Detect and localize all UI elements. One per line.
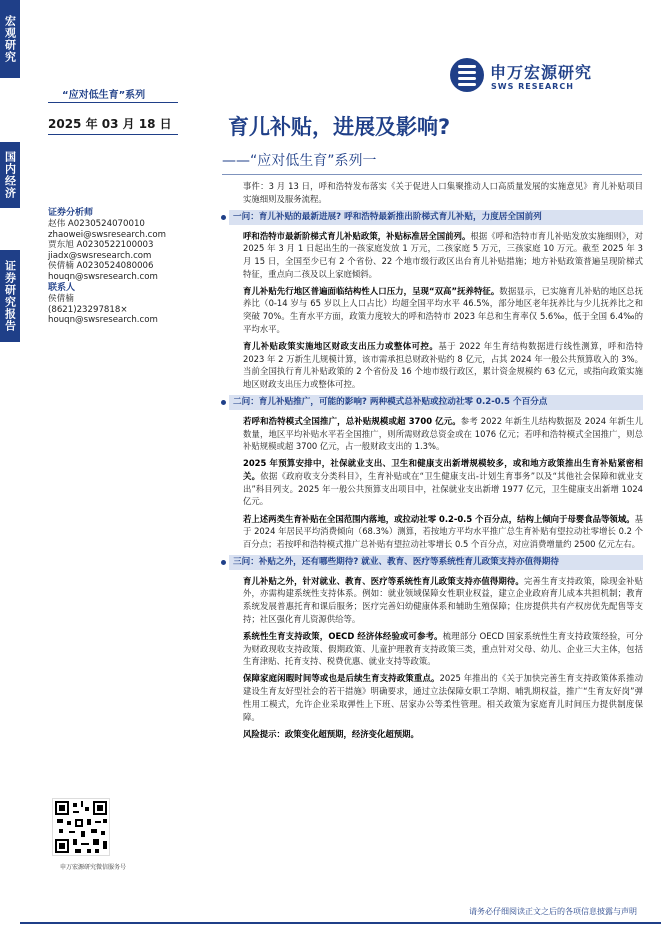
footer-disclaimer: 请务必仔细阅读正文之后的各项信息披露与声明 (469, 907, 637, 916)
divider (222, 174, 642, 175)
sidebar-category-report: 证券研究报告 (0, 250, 20, 342)
divider (48, 102, 178, 103)
analyst-block (48, 207, 166, 283)
contact-heading: 联系人 (48, 283, 76, 293)
contact-phone: (8621)23297818× (48, 304, 128, 315)
event-paragraph: 事件：3 月 13 日，呼和浩特发布落实《关于促进人口集聚推动人口高质量发展的实施意见》育儿补贴项目实施细则及服务流程。 (243, 181, 643, 204)
contact-email[interactable]: houqn@swsresearch.com (48, 315, 158, 326)
report-body (233, 180, 644, 745)
logo-mark-icon (450, 58, 484, 92)
body-paragraph: 系统性生育支持政策，OECD 经济体经验或可参考。梳理部分 OECD 国家系统性生育支持政策经验，可分为财政现收支持政策、假期政策、儿童护理教育支持政策三类，重点针对父母、幼儿、企业三大主体，包括生育津贴、托育支持、税费优惠、就业支持等政策。 (243, 630, 643, 667)
body-paragraph: 育儿补贴先行地区普遍面临结构性人口压力，呈现“双高”抚养特征。数据显示，已实施育儿补贴的地区总抚养比（0-14 岁与 65 岁以上人口占比）均超全国平均水平 46.5%，部分地区老年抚养比与少儿抚养比之和突破 70%。生育水平方面，政策力度较大的呼和浩特市 2023 年总和生育率仅 5.6‰，低于全国 6.4‰的平均水平。 (243, 285, 644, 334)
section-header-3: 三问：补贴之外，还有哪些期待? 就业、教育、医疗等系统性育儿政策支持亦值得期待 (229, 555, 643, 570)
bullet-icon (221, 560, 226, 565)
body-paragraph: 若呼和浩特模式全国推广，总补贴规模或超 3700 亿元。参考 2022 年新生儿结构数据及 2024 年新生儿数量，地区平均补贴水平若全国推广，则所需财政总资金或在 1076 亿元；若呼和浩特模式全国推广，则总补贴规模或超 3700 亿元，占一般财政支出的 1.3%。 (243, 415, 643, 452)
bullet-icon (221, 215, 226, 220)
body-paragraph: 育儿补贴政策实施地区财政支出压力或整体可控。基于 2022 年生育结构数据进行线性测算，呼和浩特 2023 年 2 万新生儿规模计算，该市需承担总财政补贴约 8 亿元，占其 2024 年一般公共预算收入的 3%。当前全国执行育儿补贴政策的 2 个省份及 16 个地市级行政区，累计资金规模约 63 亿元，或指向政策实施地区财政支出压力或整体可控。 (243, 340, 644, 390)
analyst-email[interactable]: jiadx@swsresearch.com (48, 250, 152, 261)
logo-text-en: SWS RESEARCH (491, 82, 574, 91)
section-header-1: 一问：育儿补贴的最新进展? 呼和浩特最新推出阶梯式育儿补贴，力度居全国前列 (229, 210, 643, 225)
report-date: 2025 年 03 月 18 日 (48, 117, 172, 131)
qr-code-label: 申万宏源研究微信服务号 (59, 864, 126, 871)
analyst-line: 赵伟 A0230524070010 (48, 219, 145, 229)
risk-warning: 风险提示：政策变化超预期，经济变化超预期。 (243, 728, 419, 739)
logo-text-cn: 申万宏源研究 (490, 63, 593, 82)
bullet-icon (221, 400, 226, 405)
sidebar-category-macro: 宏观研究 (0, 0, 20, 78)
sidebar-category-domestic: 国内经济 (0, 142, 20, 208)
sws-research-logo (450, 58, 650, 98)
body-paragraph: 育儿补贴之外，针对就业、教育、医疗等系统性育儿政策支持亦值得期待。完善生育支持政策，除现金补贴外，亦需构建系统性支持体系。例如：就业领域保障女性职业权益，建立企业政府育儿成本共担机制；教育系统发展普惠托育和课后服务；医疗完善妇幼健康体系和辅助生殖保障；住房提供共有产权房优先配售等支持；社区强化育儿资源供给等。 (243, 575, 644, 624)
contact-block (48, 282, 158, 326)
body-paragraph: 若上述两类生育补贴在全国范围内落地，或拉动社零 0.2-0.5 个百分点，结构上倾向于母婴食品等领域。基于 2024 年居民平均消费倾向（68.3%）测算，若按地方平均水平推广总生育补贴有望拉动社零增长 0.2 个百分点；若按呼和浩特模式推广总补贴有望拉动社零增长 0.5 个百分点，对应消费增量约 2500 亿元左右。 (243, 513, 643, 549)
footer-divider (20, 922, 661, 924)
body-paragraph: 呼和浩特市最新阶梯式育儿补贴政策，补贴标准居全国前列。根据《呼和浩特市育儿补贴发放实施细则》，对 2025 年 3 月 1 日起出生的一孩家庭发放 1 万元，二孩家庭 5 万元，三孩家庭 10 万元。截至 2025 年 3 月 15 日，全国至少已有 2 个省份、22 个地市级行政区出台育儿补贴措施；地方补贴政策普遍呈现阶梯式特征，重点向二孩及以上家庭倾斜。 (243, 230, 643, 279)
left-vertical-bar (0, 0, 20, 935)
analyst-line: 贾东旭 A0230522100003 (48, 240, 154, 251)
report-subtitle: ——“应对低生育”系列一 (222, 153, 377, 169)
analyst-email[interactable]: houqn@swsresearch.com (48, 271, 158, 282)
section-header-2: 二问：育儿补贴推广，可能的影响? 两种模式总补贴或拉动社零 0.2-0.5 个百分点 (229, 395, 643, 410)
body-paragraph: 2025 年预算安排中，社保就业支出、卫生和健康支出新增规模较多，或和地方政策推出生育补贴紧密相关。依据《政府收支分类科目》，生育补贴或在“卫生健康支出-计划生育事务”以及“其他社会保障和就业支出”科目列支。2025 年一般公共预算支出项目中，社保就业支出新增 1977 亿元，卫生健康支出新增 1024 亿元。 (243, 458, 644, 507)
analyst-email[interactable]: zhaowei@swsresearch.com (48, 229, 167, 240)
divider (48, 134, 178, 135)
body-paragraph: 保障家庭闲暇时间等或也是后续生育支持政策重点。2025 年推出的《关于加快完善生育支持政策体系推动建设生育友好型社会的若干措施》明确要求，通过立法保障女职工孕期、哺乳期权益，推广“生育友好岗”弹性用工模式，允许企业采取弹性上下班、居家办公等柔性管理。相关政策为家庭育儿时间压力提供制度保障。 (243, 673, 643, 722)
contact-name: 侯倩楠 (48, 294, 74, 304)
analyst-line: 侯倩楠 A0230524080006 (48, 261, 154, 272)
analyst-heading: 证券分析师 (48, 208, 94, 218)
series-tag: “应对低生育”系列 (62, 90, 146, 101)
qr-code-icon (52, 798, 110, 856)
report-title: 育儿补贴，进展及影响? (228, 115, 451, 139)
